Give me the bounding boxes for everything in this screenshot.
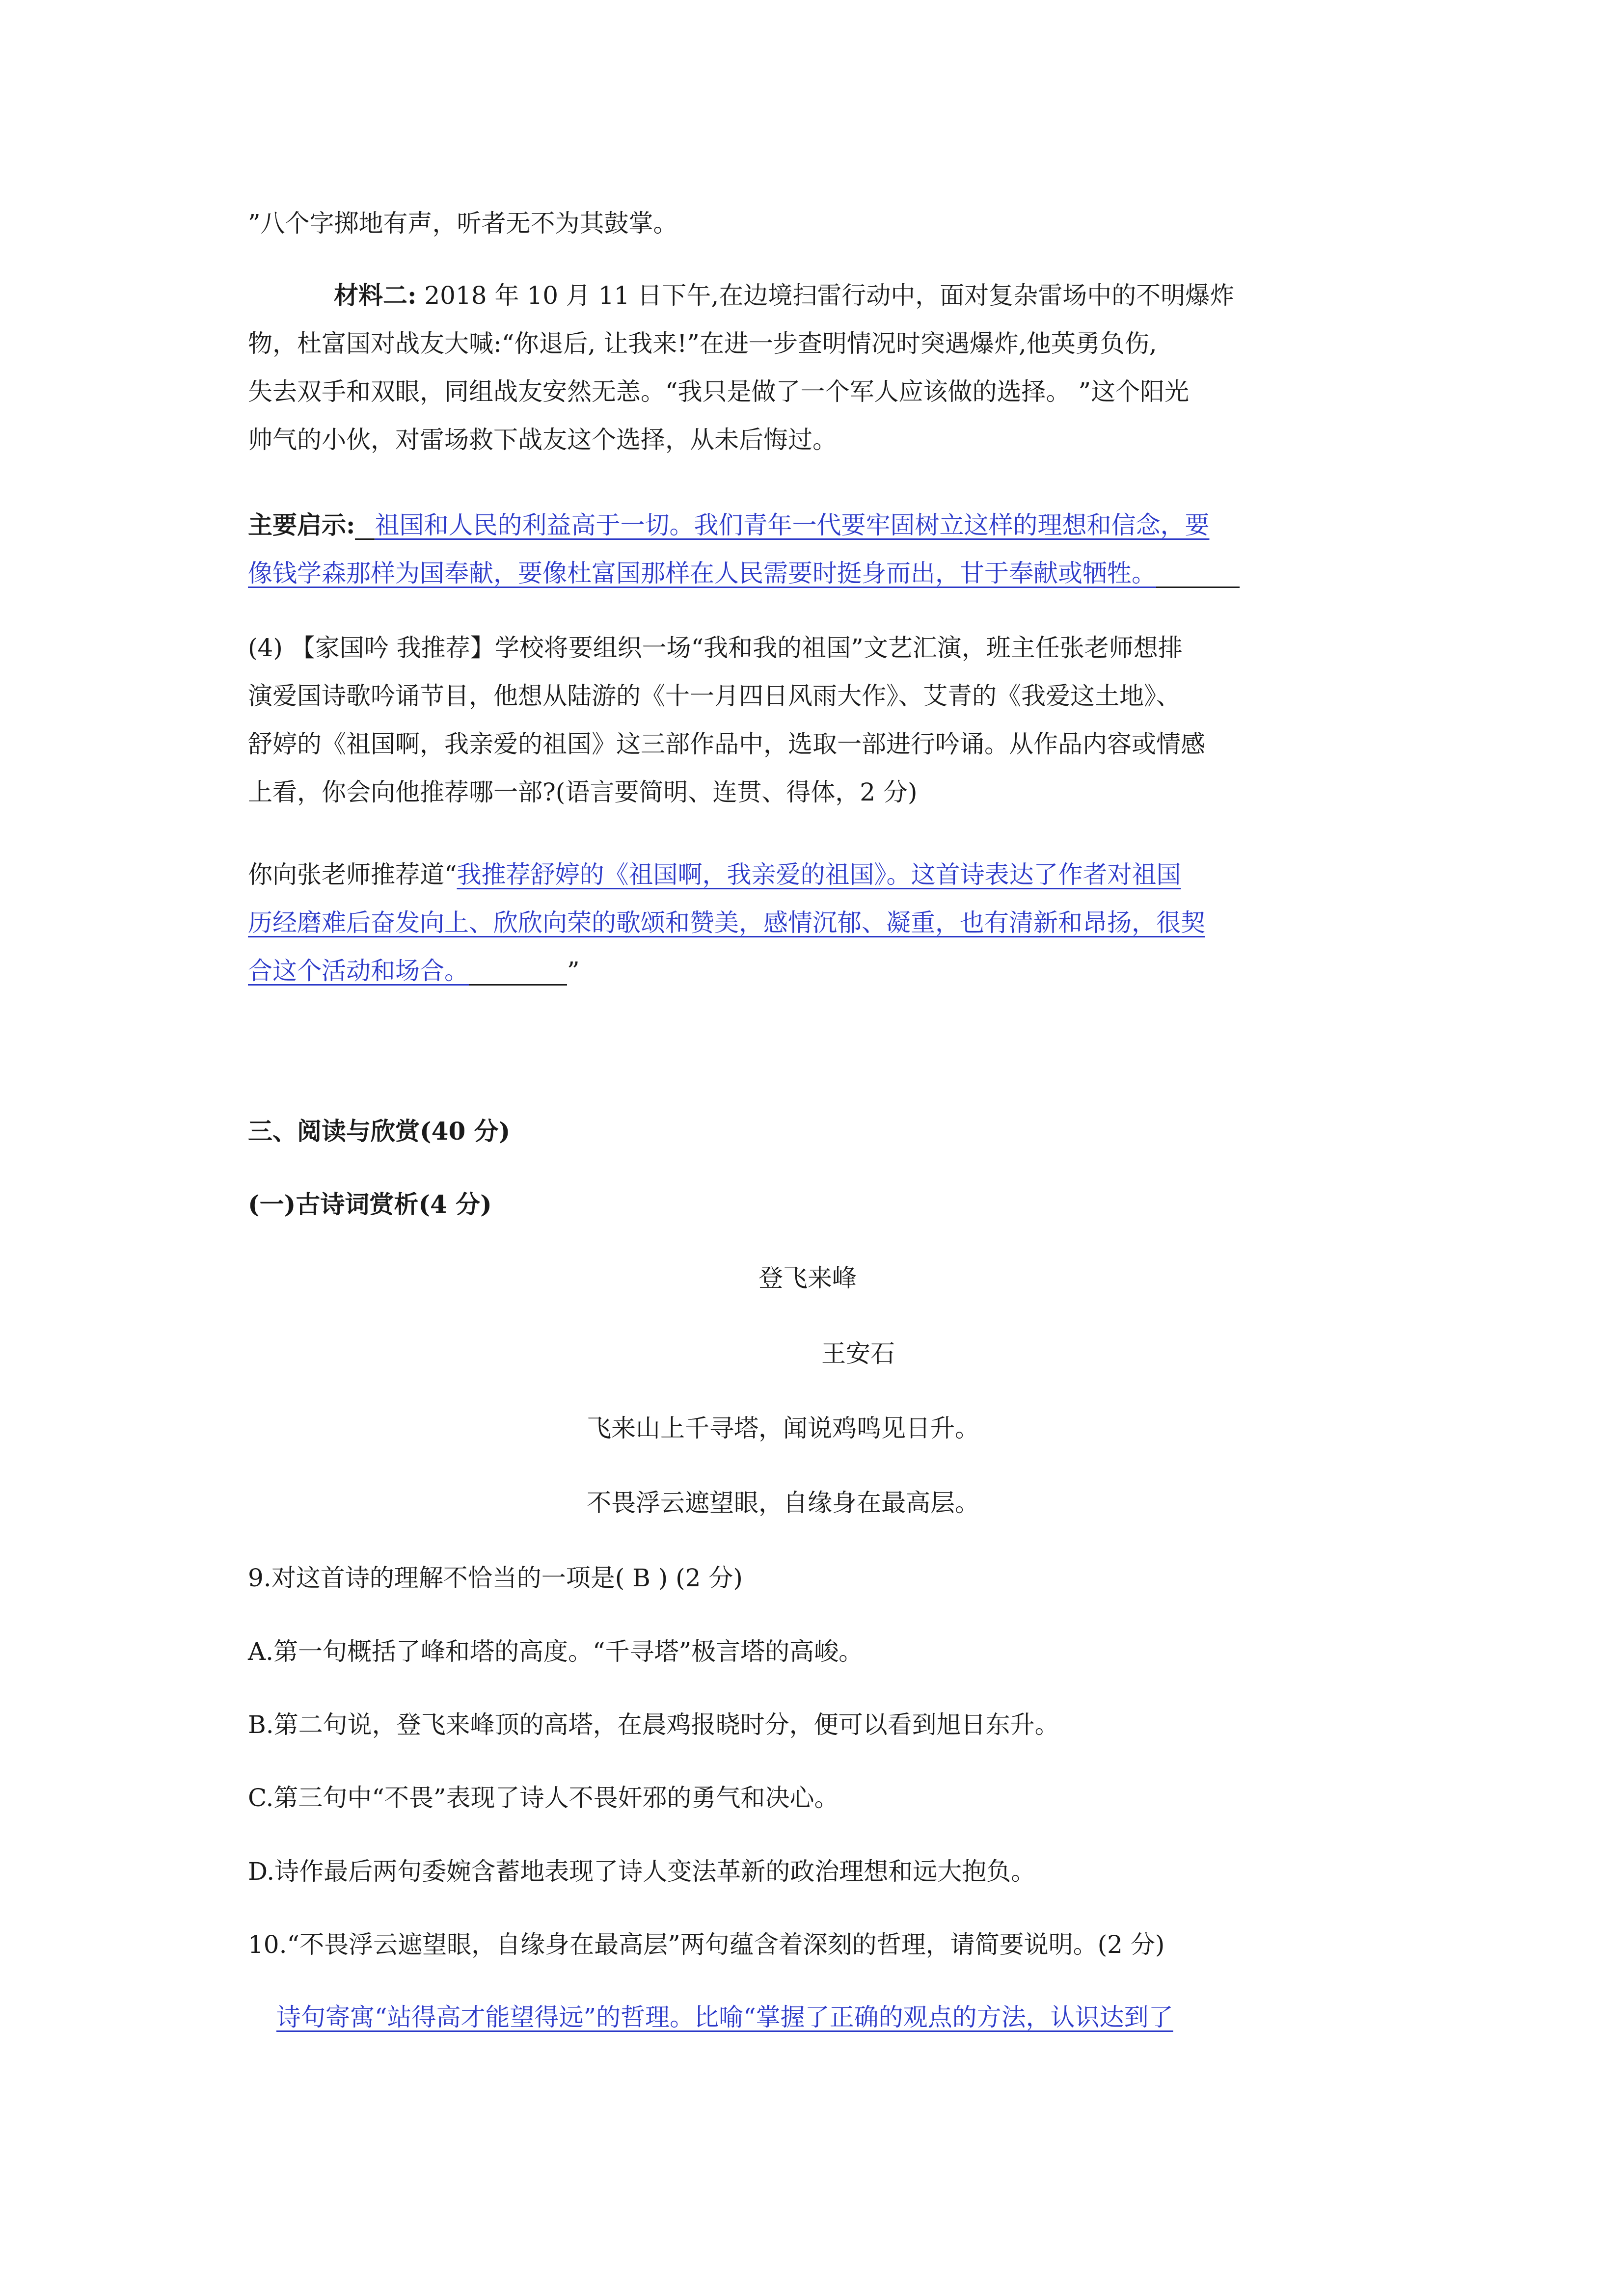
- q4-line-1: (4) 【家国吟 我推荐】学校将要组织一场“我和我的祖国”文艺汇演，班主任张老师想排: [248, 634, 1183, 662]
- answer-blank: [469, 959, 567, 986]
- material2-label: 材料二:: [334, 281, 417, 310]
- material2-line-2: 物，杜富国对战友大喊:“你退后, 让我来!”在进一步查明情况时突遇爆炸,他英勇负伤,: [248, 329, 1157, 358]
- q10-stem: 10.“不畏浮云遮望眼，自缘身在最高层”两句蕴含着深刻的哲理，请简要说明。(2 分): [248, 1930, 1165, 1959]
- q10-answer-line: [276, 2002, 1173, 2032]
- q9-option-b: B.第二句说，登飞来峰顶的高塔，在晨鸡报晓时分，便可以看到旭日东升。: [248, 1710, 1059, 1739]
- insight-line-2: [248, 559, 1240, 588]
- q4-line-4: 上看，你会向他推荐哪一部?(语言要简明、连贯、得体，2 分): [248, 778, 918, 806]
- q4-answer: 我推荐舒婷的《祖国啊，我亲爱的祖国》。这首诗表达了作者对祖国: [457, 860, 1181, 889]
- material2-line-4: 帅气的小伙，对雷场救下战友这个选择，从未后悔过。: [248, 426, 837, 454]
- q9-option-c: C.第三句中“不畏”表现了诗人不畏奸邪的勇气和决心。: [248, 1784, 839, 1812]
- q4-answer-line-1: [248, 860, 1181, 889]
- text-line: ”八个字掷地有声，听者无不为其鼓掌。: [248, 209, 678, 238]
- section-heading: 三、阅读与欣赏(40 分): [248, 1117, 511, 1146]
- q4-suffix: ”: [567, 957, 580, 985]
- q4-answer-end: 合这个活动和场合。: [248, 957, 469, 985]
- q10-answer: 诗句寄寓“站得高才能望得远”的哲理。比喻“掌握了正确的观点的方法，认识达到了: [276, 2003, 1173, 2031]
- q4-prefix: 你向张老师推荐道“: [248, 860, 457, 889]
- q4-answer-line-3: [248, 956, 580, 986]
- q9-option-d: D.诗作最后两句委婉含蓄地表现了诗人变法革新的政治理想和远大抱负。: [248, 1857, 1036, 1886]
- subsection-heading: (一)古诗词赏析(4 分): [248, 1190, 492, 1219]
- insight-answer: 祖国和人民的利益高于一切。我们青年一代要牢固树立这样的理想和信念，要: [375, 511, 1210, 539]
- poem-line-1: 飞来山上千寻塔，闻说鸡鸣见日升。: [587, 1414, 979, 1442]
- q4-line-2: 演爱国诗歌吟诵节目，他想从陆游的《十一月四日风雨大作》、艾青的《我爱这土地》、: [248, 682, 1181, 710]
- q4-line-3: 舒婷的《祖国啊，我亲爱的祖国》这三部作品中，选取一部进行吟诵。从作品内容或情感: [248, 730, 1205, 758]
- material2-text: 2018 年 10 月 11 日下午,在边境扫雷行动中，面对复杂雷场中的不明爆炸: [424, 281, 1235, 310]
- q9-option-a: A.第一句概括了峰和塔的高度。“千寻塔”极言塔的高峻。: [248, 1637, 864, 1666]
- insight-line-1: [248, 510, 1209, 540]
- material2-line-3: 失去双手和双眼，同组战友安然无恙。“我只是做了一个军人应该做的选择。 ”这个阳光: [248, 377, 1190, 406]
- poem-author: 王安石: [821, 1339, 895, 1368]
- poem-line-2: 不畏浮云遮望眼，自缘身在最高层。: [587, 1489, 979, 1517]
- material2-line-1: [334, 281, 1234, 310]
- q4-answer-line-2: [248, 908, 1205, 937]
- answer-blank-lead: [355, 513, 375, 540]
- poem-title: 登飞来峰: [758, 1264, 857, 1292]
- q9-stem: 9.对这首诗的理解不恰当的一项是( B ) (2 分): [248, 1564, 743, 1592]
- insight-label: 主要启示:: [248, 510, 355, 539]
- q4-answer-cont: 历经磨难后奋发向上、欣欣向荣的歌颂和赞美，感情沉郁、凝重，也有清新和昂扬，很契: [248, 908, 1205, 937]
- insight-answer-cont: 像钱学森那样为国奉献，要像杜富国那样在人民需要时挺身而出，甘于奉献或牺牲。: [248, 559, 1156, 587]
- answer-blank-tail: [1156, 561, 1240, 588]
